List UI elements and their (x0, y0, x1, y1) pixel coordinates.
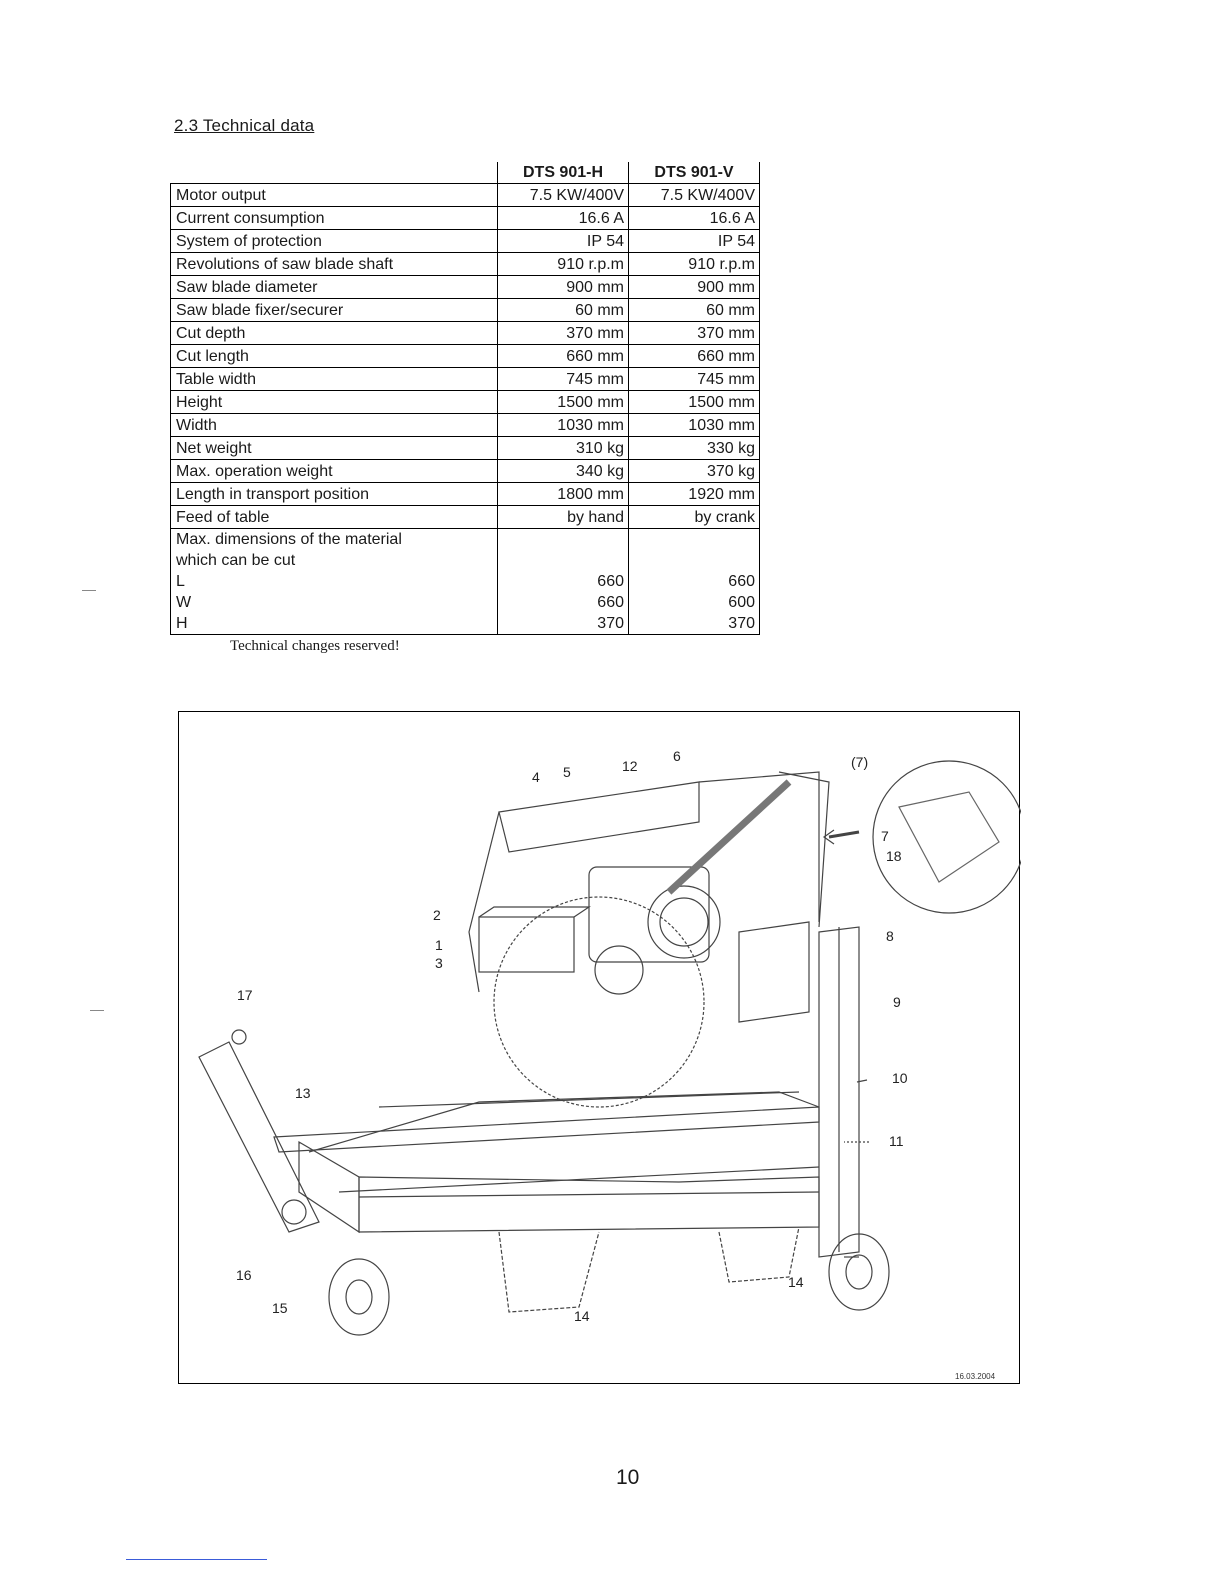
callout-11: 11 (889, 1133, 904, 1149)
dim-label: W (176, 594, 192, 611)
bottom-underline (126, 1559, 267, 1560)
dim-value-v: 600 (728, 594, 755, 611)
value-dts-901-v: 370 kg (629, 460, 760, 483)
value-dts-901-v: 1030 mm (629, 414, 760, 437)
table-row (171, 299, 760, 322)
handle-loop (739, 922, 809, 1022)
row-label: Table width (171, 368, 498, 391)
table-row (171, 437, 760, 460)
dim-value-h: 660 (597, 573, 624, 590)
callout-6: 6 (673, 748, 681, 764)
value-dts-901-h: 900 mm (498, 276, 629, 299)
dim-value-v: 370 (728, 615, 755, 632)
foot-14-back (719, 1227, 799, 1282)
dim-value-h: 370 (597, 615, 624, 632)
section-title: 2.3 Technical data (174, 116, 315, 135)
table-row (171, 184, 760, 207)
row-label: Cut length (171, 345, 498, 368)
value-dts-901-v: 1500 mm (629, 391, 760, 414)
table-row (171, 368, 760, 391)
table-row (171, 207, 760, 230)
row-label: Feed of table (171, 506, 498, 529)
callout-17: 17 (237, 987, 253, 1003)
value-dts-901-v: 370 mm (629, 322, 760, 345)
table-header-row (171, 162, 760, 184)
table-row (171, 506, 760, 529)
table-row (171, 322, 760, 345)
dim-value-v: 660 (728, 573, 755, 590)
detail-view (873, 761, 1021, 913)
value-dts-901-v: 745 mm (629, 368, 760, 391)
callout-9: 9 (893, 994, 901, 1010)
table-row (171, 345, 760, 368)
value-dts-901-h: 1500 mm (498, 391, 629, 414)
callout-18: 18 (886, 848, 902, 864)
edge-mark (90, 1010, 104, 1011)
callout-2: 2 (433, 907, 441, 923)
value-dts-901-h: 745 mm (498, 368, 629, 391)
value-dts-901-h: 910 r.p.m (498, 253, 629, 276)
value-dts-901-h: 1800 mm (498, 483, 629, 506)
foot-14-front (499, 1232, 599, 1312)
control-box (479, 917, 574, 972)
row-label: Current consumption (171, 207, 498, 230)
crank-lever (199, 1042, 319, 1232)
base-frame (359, 1177, 819, 1232)
value-dts-901-h: 340 kg (498, 460, 629, 483)
saw-guard (469, 812, 499, 992)
value-dts-901-v: 660 mm (629, 345, 760, 368)
row-label: Motor output (171, 184, 498, 207)
technical-data-table (170, 162, 760, 635)
value-dts-901-h: 7.5 KW/400V (498, 184, 629, 207)
row-label: System of protection (171, 230, 498, 253)
value-dts-901-h: 60 mm (498, 299, 629, 322)
value-dts-901-h: IP 54 (498, 230, 629, 253)
row-label: Saw blade diameter (171, 276, 498, 299)
dim-value-h: 660 (597, 594, 624, 611)
motor-arm (499, 782, 699, 852)
value-dts-901-h: 16.6 A (498, 207, 629, 230)
callout-5: 5 (563, 764, 571, 780)
row-label: Max. operation weight (171, 460, 498, 483)
value-dts-901-v: 910 r.p.m (629, 253, 760, 276)
callout-16: 16 (236, 1267, 252, 1283)
callout-14-front: 14 (574, 1308, 590, 1324)
saw-blade (494, 897, 704, 1107)
callout-15: 15 (272, 1300, 288, 1316)
value-dts-901-h: 370 mm (498, 322, 629, 345)
header-blank (171, 162, 498, 184)
row-label: Width (171, 414, 498, 437)
table-rail-back (274, 1107, 819, 1152)
dim-label: L (176, 573, 185, 590)
row-label: Revolutions of saw blade shaft (171, 253, 498, 276)
edge-mark (82, 590, 96, 591)
table-row (171, 253, 760, 276)
spring (669, 782, 789, 892)
table-row (171, 276, 760, 299)
callout-4: 4 (532, 769, 540, 785)
callout-10: 10 (892, 1070, 908, 1086)
row-label: Length in transport position (171, 483, 498, 506)
max-dims-label-line2: which can be cut (176, 552, 296, 569)
value-dts-901-v: by crank (629, 506, 760, 529)
callout-1: 1 (435, 937, 443, 953)
callout-7: 7 (881, 828, 889, 844)
callout-7-detail: (7) (851, 754, 869, 770)
header-dts-901-h: DTS 901-H (498, 162, 629, 184)
value-dts-901-v: 1920 mm (629, 483, 760, 506)
callout-8: 8 (886, 928, 894, 944)
wheel-left (329, 1259, 389, 1335)
callout-3: 3 (435, 955, 443, 971)
value-dts-901-v: IP 54 (629, 230, 760, 253)
header-dts-901-v: DTS 901-V (629, 162, 760, 184)
value-dts-901-h: 310 kg (498, 437, 629, 460)
row-label: Height (171, 391, 498, 414)
callout-12: 12 (622, 758, 638, 774)
row-label: Saw blade fixer/securer (171, 299, 498, 322)
table-row (171, 483, 760, 506)
value-dts-901-h: 660 mm (498, 345, 629, 368)
value-dts-901-h: 1030 mm (498, 414, 629, 437)
value-dts-901-v: 900 mm (629, 276, 760, 299)
row-label: Cut depth (171, 322, 498, 345)
callout-14-back: 14 (788, 1274, 804, 1290)
table-row (171, 414, 760, 437)
footnote: Technical changes reserved! (230, 638, 400, 654)
callout-13: 13 (295, 1085, 311, 1101)
table-row (171, 391, 760, 414)
value-dts-901-v: 330 kg (629, 437, 760, 460)
value-dts-901-v: 7.5 KW/400V (629, 184, 760, 207)
table-row (171, 460, 760, 483)
value-dts-901-v: 16.6 A (629, 207, 760, 230)
value-dts-901-h: by hand (498, 506, 629, 529)
value-dts-901-v: 60 mm (629, 299, 760, 322)
max-dims-label-line1: Max. dimensions of the material (176, 531, 402, 548)
figure-code: 16.03.2004 (955, 1372, 996, 1381)
row-label: Net weight (171, 437, 498, 460)
table-row (171, 230, 760, 253)
page-number: 10 (616, 1466, 640, 1489)
dim-label: H (176, 615, 188, 632)
saw-machine-drawing (179, 712, 1021, 1385)
frame-end (299, 1142, 359, 1232)
saw-machine-figure (178, 711, 1020, 1384)
table-row-max-dimensions (171, 529, 760, 635)
